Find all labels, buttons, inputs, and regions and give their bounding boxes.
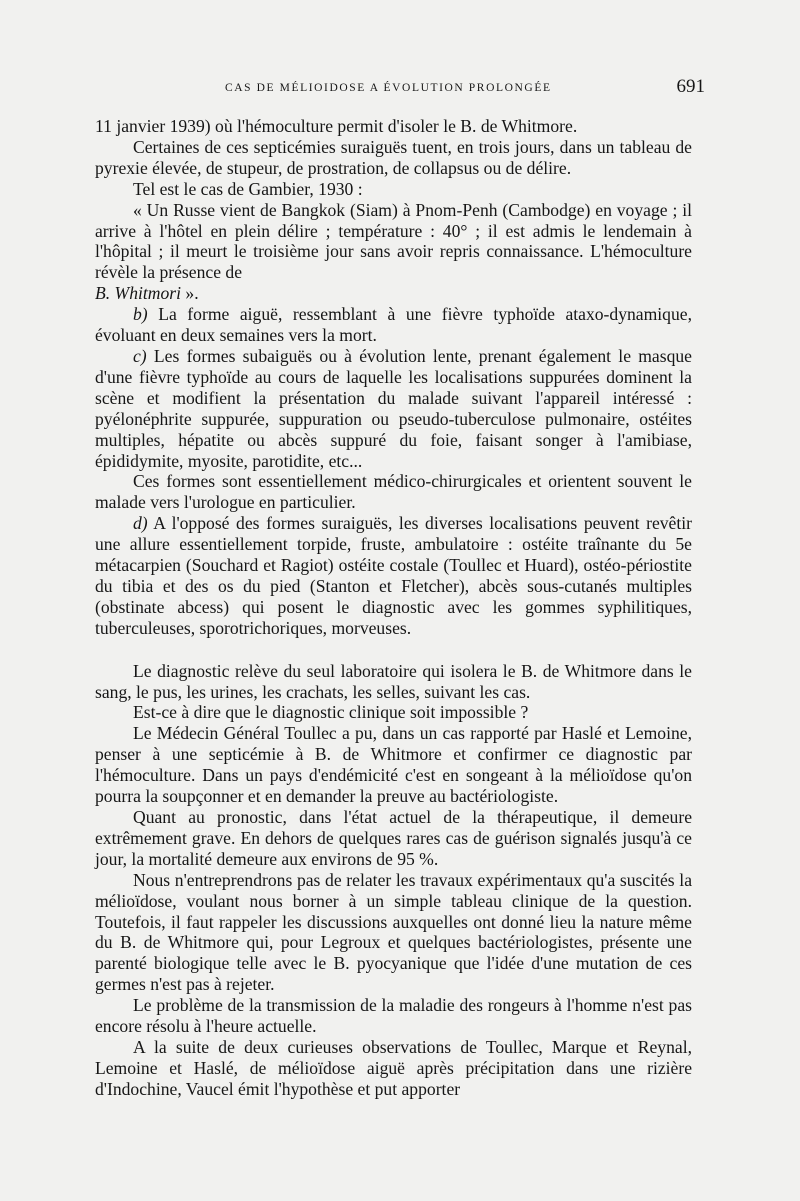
running-header xyxy=(95,76,705,102)
page-number: 691 xyxy=(676,76,705,97)
paragraph-medico-chirurgicales: Ces formes sont essentiellement médico-chirurgicales et orientent souvent le malade vers l'urologue en particulier. xyxy=(95,471,692,513)
paragraph-formes-subaigues: c) Les formes subaiguës ou à évolution lente, prenant également le masque d'une fièvre typhoïde au cours de laquelle les localisations suppurées dominent la scène et modifient la présentation du malade suivant l'appareil intéressé : pyélonéphrite suppurée, suppuration ou pseudo-tuberculose pulmonaire, ostéites multiples, hépatite ou abcès suppuré du foie, faisant songer à l'amibiase, épididymite, myosite, parotidite, etc... xyxy=(95,345,692,471)
paragraph-gambier-intro: Tel est le cas de Gambier, 1930 : xyxy=(133,178,363,199)
bacillus-name: B. Whitmori xyxy=(95,283,182,304)
list-label-d: d) xyxy=(133,513,148,534)
list-label-c: c) xyxy=(133,345,147,366)
paragraph-vaucel: A la suite de deux curieuses observations de Toullec, Marque et Reynal, Lemoine et Haslé, de mélioïdose aiguë après précipitation dans une rizière d'Indochine, Vaucel émit l'hypothèse et put apporter xyxy=(95,1036,692,1099)
running-title: CAS DE MÉLIOIDOSE A ÉVOLUTION PROLONGÉE xyxy=(225,82,552,94)
paragraph-transmission: Le problème de la transmission de la maladie des rongeurs à l'homme n'est pas encore résolu à l'heure actuelle. xyxy=(95,995,692,1037)
paragraph-question: Est-ce à dire que le diagnostic clinique soit impossible ? xyxy=(133,702,529,723)
paragraph-diagnostic: Le diagnostic relève du seul laboratoire qui isolera le B. de Whitmore dans le sang, le pus, les urines, les crachats, les selles, suivant les cas. xyxy=(95,660,692,702)
list-label-b: b) xyxy=(133,304,148,325)
paragraph-continuation: 11 janvier 1939) où l'hémoculture permit d'isoler le B. de Whitmore. xyxy=(95,116,578,136)
paragraph-suraigues: Certaines de ces septicémies suraiguës tuent, en trois jours, dans un tableau de pyrexie élevée, de stupeur, de prostration, de collapsus ou de délire. xyxy=(95,136,692,178)
paragraph-pronostic: Quant au pronostic, dans l'état actuel de la thérapeutique, il demeure extrêmement grave. En dehors de quelques rares cas de guérison signalés jusqu'à ce jour, la mortalité demeure aux environs de 95 %. xyxy=(95,807,692,869)
body-text xyxy=(95,116,692,1100)
paragraph-toullec: Le Médecin Général Toullec a pu, dans un cas rapporté par Haslé et Lemoine, penser à une septicémie à B. de Whitmore et confirmer ce diagnostic par l'hémoculture. Dans un pays d'endémicité c'est en songeant à la mélioïdose qu'on pourra la soupçonner et en demander la preuve au bactériologiste. xyxy=(95,723,692,807)
paragraph-forme-aigue: b) La forme aiguë, ressemblant à une fièvre typhoïde ataxo-dynamique, évoluant en deux semaines vers la mort. xyxy=(95,304,692,346)
paragraph-formes-torpides: d) A l'opposé des formes suraiguës, les diverses localisations peuvent revêtir une allure essentiellement torpide, fruste, ambulatoire : ostéite traînante du 5e métacarpien (Souchard et Ragiot) ostéite costale (Toullec et Huard), ostéo-périostite du tibia et des os du pied (Stanton et Fletcher), abcès sous-cutanés multiples (obstinate abcess) qui posent le diagnostic avec les gommes syphilitiques, tuberculeuses, sporotrichoriques, morveuses. xyxy=(95,513,692,638)
paragraph-gambier-quote: « Un Russe vient de Bangkok (Siam) à Pnom-Penh (Cambodge) en voyage ; il arrive à l'hôtel en plein délire ; température : 40° ; il est admis le lendemain à l'hôpital ; il meurt le troisième jour sans avoir repris connaissance. L'hémoculture révèle la présence de B. Whitmori ». xyxy=(95,199,692,304)
paragraph-travaux: Nous n'entreprendrons pas de relater les travaux expérimentaux qu'a suscités la mélioïdose, voulant nous borner à un simple tableau clinique de la question. Toutefois, il faut rappeler les discussions auxquelles ont donné lieu la nature même du B. de Whitmore qui, pour Legroux et quelques bactériologistes, présente une parenté biologique telle avec le B. pyocyanique que l'idée d'une mutation de ces germes n'est pas à rejeter. xyxy=(95,869,692,995)
